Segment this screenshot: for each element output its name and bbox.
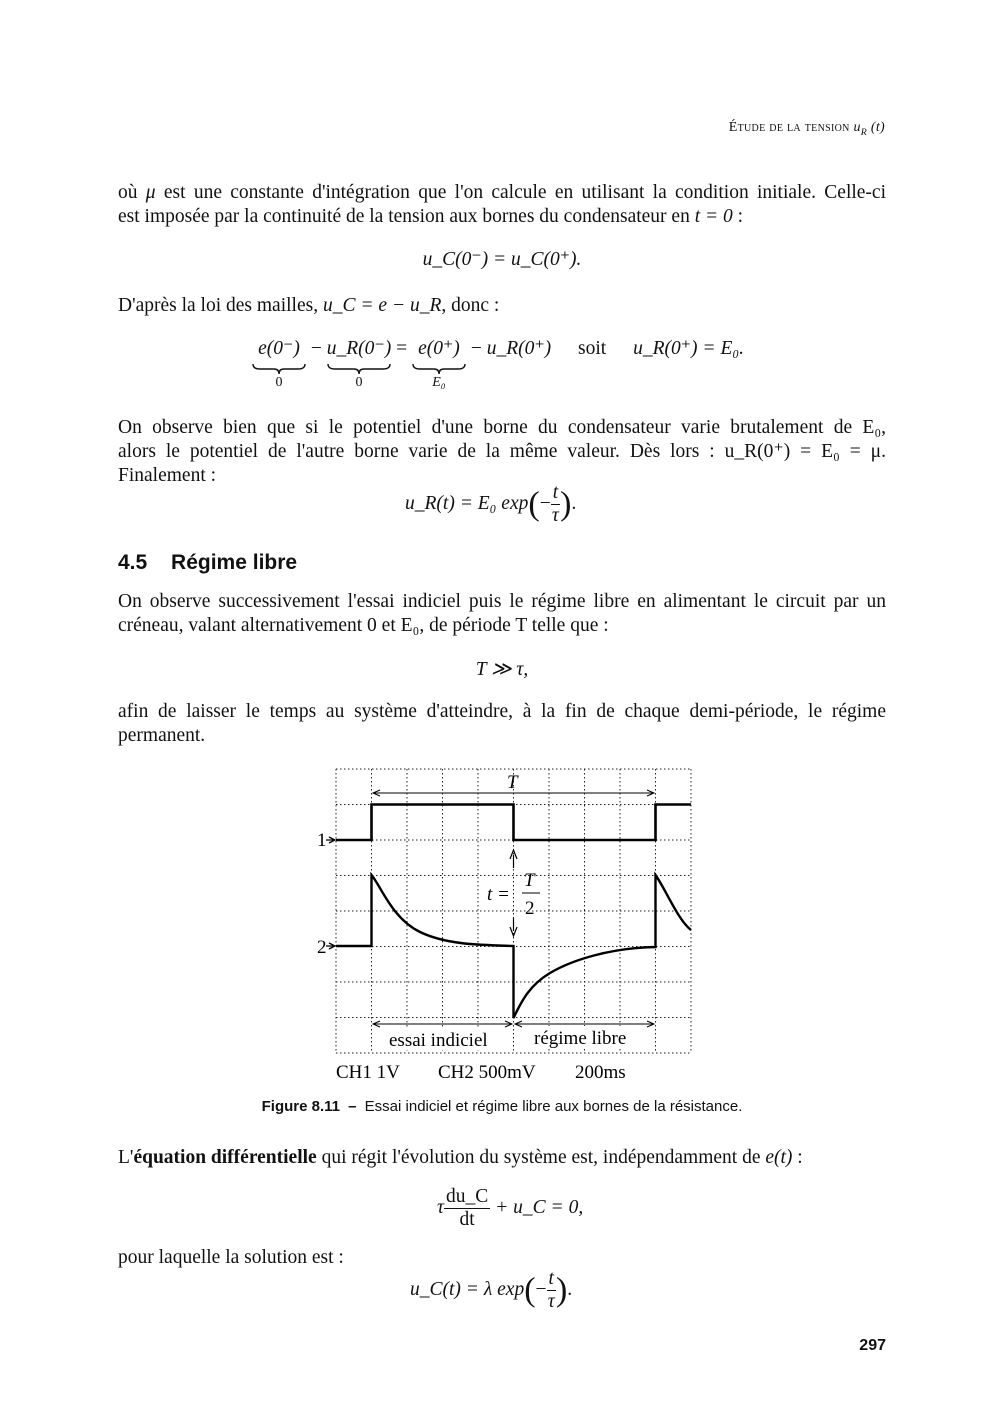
paragraph-6: L'équation différentielle qui régit l'évolution du système est, indépendamment de e(t) : xyxy=(118,1147,803,1168)
scale-ch1: CH1 1V xyxy=(336,1062,400,1083)
caption-dash: – xyxy=(348,1098,357,1115)
caption-label: Figure 8.11 xyxy=(261,1098,340,1115)
equation-mesh-law: e(0⁻) 0 − u_R(0⁻) 0 = e(0⁺) E₀ − u_R(0⁺) soit u_R(0⁺) = E₀. xyxy=(252,337,744,391)
section-title: Régime libre xyxy=(171,551,298,574)
underbrace-2 xyxy=(327,363,391,375)
running-head xyxy=(729,120,885,136)
term-uR-0-minus: u_R(0⁻) 0 xyxy=(326,338,392,390)
term-e-0-plus: e(0⁺) E₀ xyxy=(412,337,466,391)
page-number: 297 xyxy=(859,1337,886,1354)
label-period-T: T xyxy=(507,772,518,793)
label-T-denominator: 2 xyxy=(525,898,535,919)
paragraph-3-line-2: alors le potentiel de l'autre borne varie de la même valeur. Dès lors : u_R(0⁺) = E₀ = μ. xyxy=(118,441,886,462)
running-head-word: Étude xyxy=(728,120,766,135)
equation-T-gg-tau: T ≫ τ, xyxy=(475,659,529,680)
paragraph-3-line-3: Finalement : xyxy=(118,465,217,486)
mu-symbol: μ xyxy=(145,182,156,203)
running-head-var: u xyxy=(853,120,861,135)
ch1-marker-arrow xyxy=(326,837,335,843)
paragraph-1-line-1: où μ est une constante d'intégration que l'on calcule en utilisant la condition initiale. Celle-ci xyxy=(118,182,887,203)
paragraph-4-line-1: On observe successivement l'essai indiciel puis le régime libre en alimentant le circuit par un xyxy=(118,591,886,612)
equation-continuity: u_C(0⁻) = u_C(0⁺). xyxy=(422,249,582,270)
equation-uR-solution: u_R(t) = E₀ exp(− $\frac{t}{\tau}$ ). xyxy=(405,482,577,526)
running-head-rest: de la tension xyxy=(769,120,850,135)
equation-differential: τ $\frac{du\_C}{dt}$ + u_C = 0, xyxy=(437,1186,584,1230)
paragraph-5-line-1: afin de laisser le temps au système d'atteindre, à la fin de chaque demi-période, le régime xyxy=(118,701,886,722)
running-head-arg: (t) xyxy=(870,120,885,135)
half-period-arrow-up xyxy=(510,850,517,868)
equation-uC-solution: u_C(t) = λ exp(− $\frac{t}{\tau}$ ). xyxy=(410,1268,573,1312)
label-essai-indiciel: essai indiciel xyxy=(389,1030,488,1051)
running-head-sub: R xyxy=(860,126,868,138)
label-regime-libre: régime libre xyxy=(534,1028,627,1049)
oscilloscope-figure xyxy=(310,760,710,1090)
term-e-0-minus: e(0⁻) 0 xyxy=(252,337,306,391)
figure-caption xyxy=(0,1098,1004,1115)
paragraph-7: pour laquelle la solution est : xyxy=(118,1247,344,1268)
section-heading xyxy=(118,551,297,575)
caption-text: Essai indiciel et régime libre aux bornes de la résistance. xyxy=(364,1098,743,1115)
ch2-marker-arrow xyxy=(326,943,335,949)
ch1-marker: 1 xyxy=(317,830,327,851)
paragraph-3-line-1: On observe bien que si le potentiel d'une borne du condensateur varie brutalement de E₀, xyxy=(118,417,886,438)
paragraph-4-line-2: créneau, valant alternativement 0 et E₀, de période T telle que : xyxy=(118,615,609,636)
label-T-numerator: T xyxy=(524,870,535,891)
scale-time: 200ms xyxy=(575,1062,626,1083)
ch1-square-wave xyxy=(336,805,691,841)
section-number: 4.5 xyxy=(118,551,148,574)
underbrace-1 xyxy=(252,363,306,375)
underbrace-3 xyxy=(412,363,466,375)
ch2-marker: 2 xyxy=(317,937,327,958)
bold-term: équation différentielle xyxy=(133,1147,317,1168)
label-t-equals: t = xyxy=(487,884,510,905)
paragraph-2: D'après la loi des mailles, u_C = e − u_R, donc : xyxy=(118,295,500,316)
paragraph-1-line-2: est imposée par la continuité de la tension aux bornes du condensateur en t = 0 : xyxy=(118,206,744,227)
paragraph-5-line-2: permanent. xyxy=(118,725,206,746)
scale-ch2: CH2 500mV xyxy=(438,1062,536,1083)
